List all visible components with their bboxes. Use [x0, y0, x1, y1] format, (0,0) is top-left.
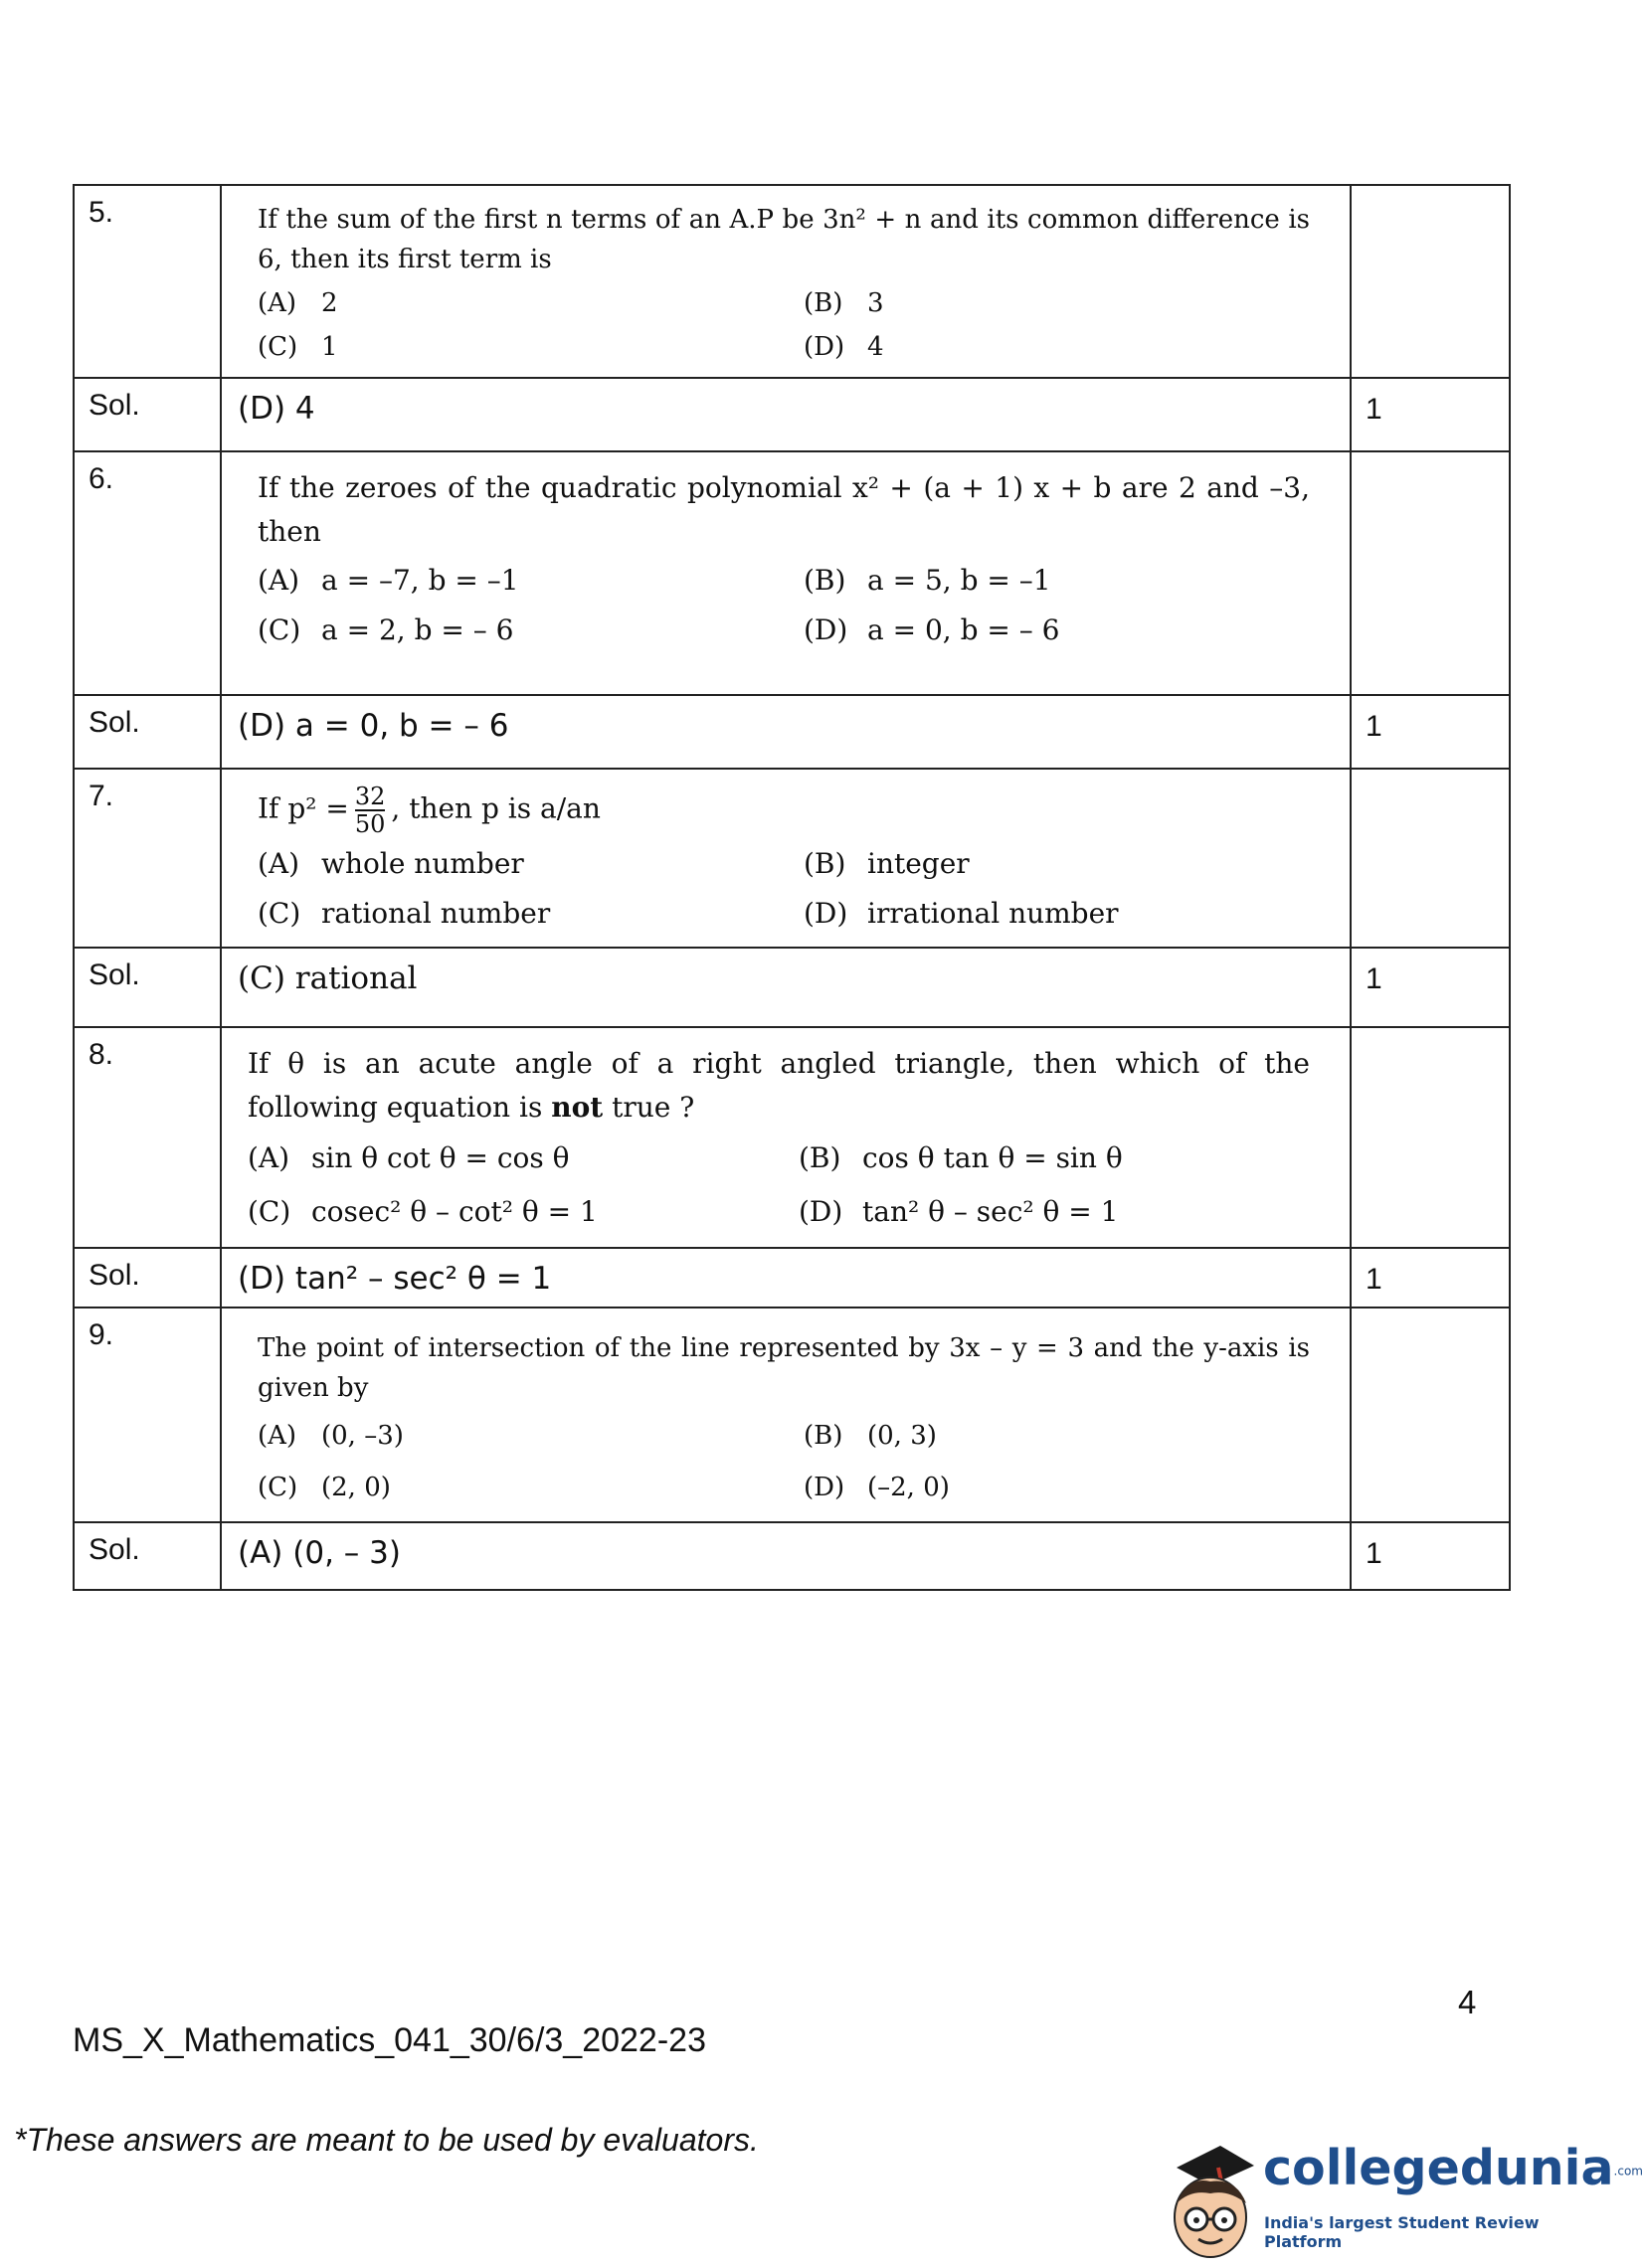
options — [258, 558, 1310, 653]
solution-row — [74, 1248, 1510, 1308]
question-number: 6. — [74, 451, 221, 695]
sol-label: Sol. — [74, 948, 221, 1027]
question-number: 8. — [74, 1027, 221, 1248]
solution-text: (D) a = 0, b = – 6 — [221, 695, 1351, 769]
option-c: (C) rational number — [258, 897, 551, 930]
solution-row — [74, 1522, 1510, 1590]
option-b: (B) 3 — [804, 288, 884, 318]
question-text-end: true ? — [612, 1091, 695, 1124]
fraction — [355, 784, 386, 837]
option-b: (B) cos θ tan θ = sin θ — [799, 1141, 1123, 1174]
question-row — [74, 1308, 1510, 1522]
solution-text: (A) (0, – 3) — [221, 1522, 1351, 1590]
solution-row — [74, 948, 1510, 1027]
option-d: (D) tan² θ – sec² θ = 1 — [799, 1195, 1119, 1228]
question-text — [248, 1042, 1310, 1130]
question-text: If the sum of the first n terms of an A.P be 3n² + n and its common difference is 6, then its first term is — [258, 205, 1310, 274]
option-b: (B) integer — [804, 847, 970, 880]
options — [258, 841, 1310, 937]
solution-text: (C) rational — [221, 948, 1351, 1027]
marks-cell-empty — [1351, 451, 1510, 695]
option-a: (A) a = –7, b = –1 — [258, 564, 519, 597]
marks-cell-empty — [1351, 185, 1510, 378]
question-text-suffix: , then p is a/an — [391, 791, 601, 825]
solution-text: (D) 4 — [221, 378, 1351, 451]
question-text-bold: not — [551, 1091, 604, 1124]
sol-label: Sol. — [74, 1248, 221, 1308]
marks: 1 — [1351, 948, 1510, 1027]
question-row — [74, 451, 1510, 695]
marks-cell-empty — [1351, 1027, 1510, 1248]
question-body — [221, 1308, 1351, 1522]
collegedunia-logo[interactable] — [1159, 2138, 1643, 2263]
option-c: (C) 1 — [258, 332, 338, 362]
question-number: 5. — [74, 185, 221, 378]
fraction-denominator: 50 — [354, 810, 386, 838]
question-body — [221, 451, 1351, 695]
solution-row — [74, 695, 1510, 769]
question-text — [258, 784, 1310, 837]
document-code: MS_X_Mathematics_041_30/6/3_2022-23 — [73, 2021, 706, 2059]
question-number: 9. — [74, 1308, 221, 1522]
marks: 1 — [1351, 695, 1510, 769]
option-d: (D) a = 0, b = – 6 — [804, 613, 1060, 646]
marking-scheme-table — [73, 184, 1511, 1591]
marks: 1 — [1351, 1522, 1510, 1590]
option-c: (C) cosec² θ – cot² θ = 1 — [248, 1195, 598, 1228]
question-row — [74, 1027, 1510, 1248]
logo-wordmark: collegedunia.com — [1263, 2140, 1643, 2196]
question-text: The point of intersection of the line represented by 3x – y = 3 and the y-axis is given by — [258, 1333, 1310, 1403]
marks: 1 — [1351, 378, 1510, 451]
page-number: 4 — [1458, 1984, 1477, 2020]
sol-label: Sol. — [74, 695, 221, 769]
question-text-prefix: If p² = — [258, 791, 349, 825]
question-text: If the zeroes of the quadratic polynomial x² + (a + 1) x + b are 2 and –3, then — [258, 471, 1310, 548]
options — [258, 1412, 1310, 1511]
option-b: (B) (0, 3) — [804, 1421, 937, 1451]
option-b: (B) a = 5, b = –1 — [804, 564, 1051, 597]
option-c: (C) (2, 0) — [258, 1473, 391, 1502]
marks-cell-empty — [1351, 769, 1510, 948]
solution-row — [74, 378, 1510, 451]
option-a: (A) sin θ cot θ = cos θ — [248, 1141, 570, 1174]
marks-cell-empty — [1351, 1308, 1510, 1522]
sol-label: Sol. — [74, 378, 221, 451]
option-a: (A) (0, –3) — [258, 1421, 404, 1451]
question-row — [74, 185, 1510, 378]
question-body — [221, 185, 1351, 378]
disclaimer: *These answers are meant to be used by evaluators. — [14, 2122, 759, 2158]
fraction-numerator: 32 — [354, 783, 386, 810]
question-row — [74, 769, 1510, 948]
question-number: 7. — [74, 769, 221, 948]
mascot-icon — [1159, 2138, 1258, 2263]
options — [258, 283, 1310, 367]
option-d: (D) irrational number — [804, 897, 1119, 930]
sol-label: Sol. — [74, 1522, 221, 1590]
option-a: (A) 2 — [258, 288, 338, 318]
option-a: (A) whole number — [258, 847, 524, 880]
marks: 1 — [1351, 1248, 1510, 1308]
option-c: (C) a = 2, b = – 6 — [258, 613, 514, 646]
option-d: (D) 4 — [804, 332, 884, 362]
question-body — [221, 1027, 1351, 1248]
logo-tagline: India's largest Student Review Platform — [1264, 2213, 1540, 2251]
question-body — [221, 769, 1351, 948]
question-text-main: If θ is an acute angle of a right angled triangle, then which of the following equation is — [248, 1047, 1310, 1124]
solution-text: (D) tan² – sec² θ = 1 — [221, 1248, 1351, 1308]
options — [248, 1134, 1310, 1237]
option-d: (D) (–2, 0) — [804, 1473, 950, 1502]
